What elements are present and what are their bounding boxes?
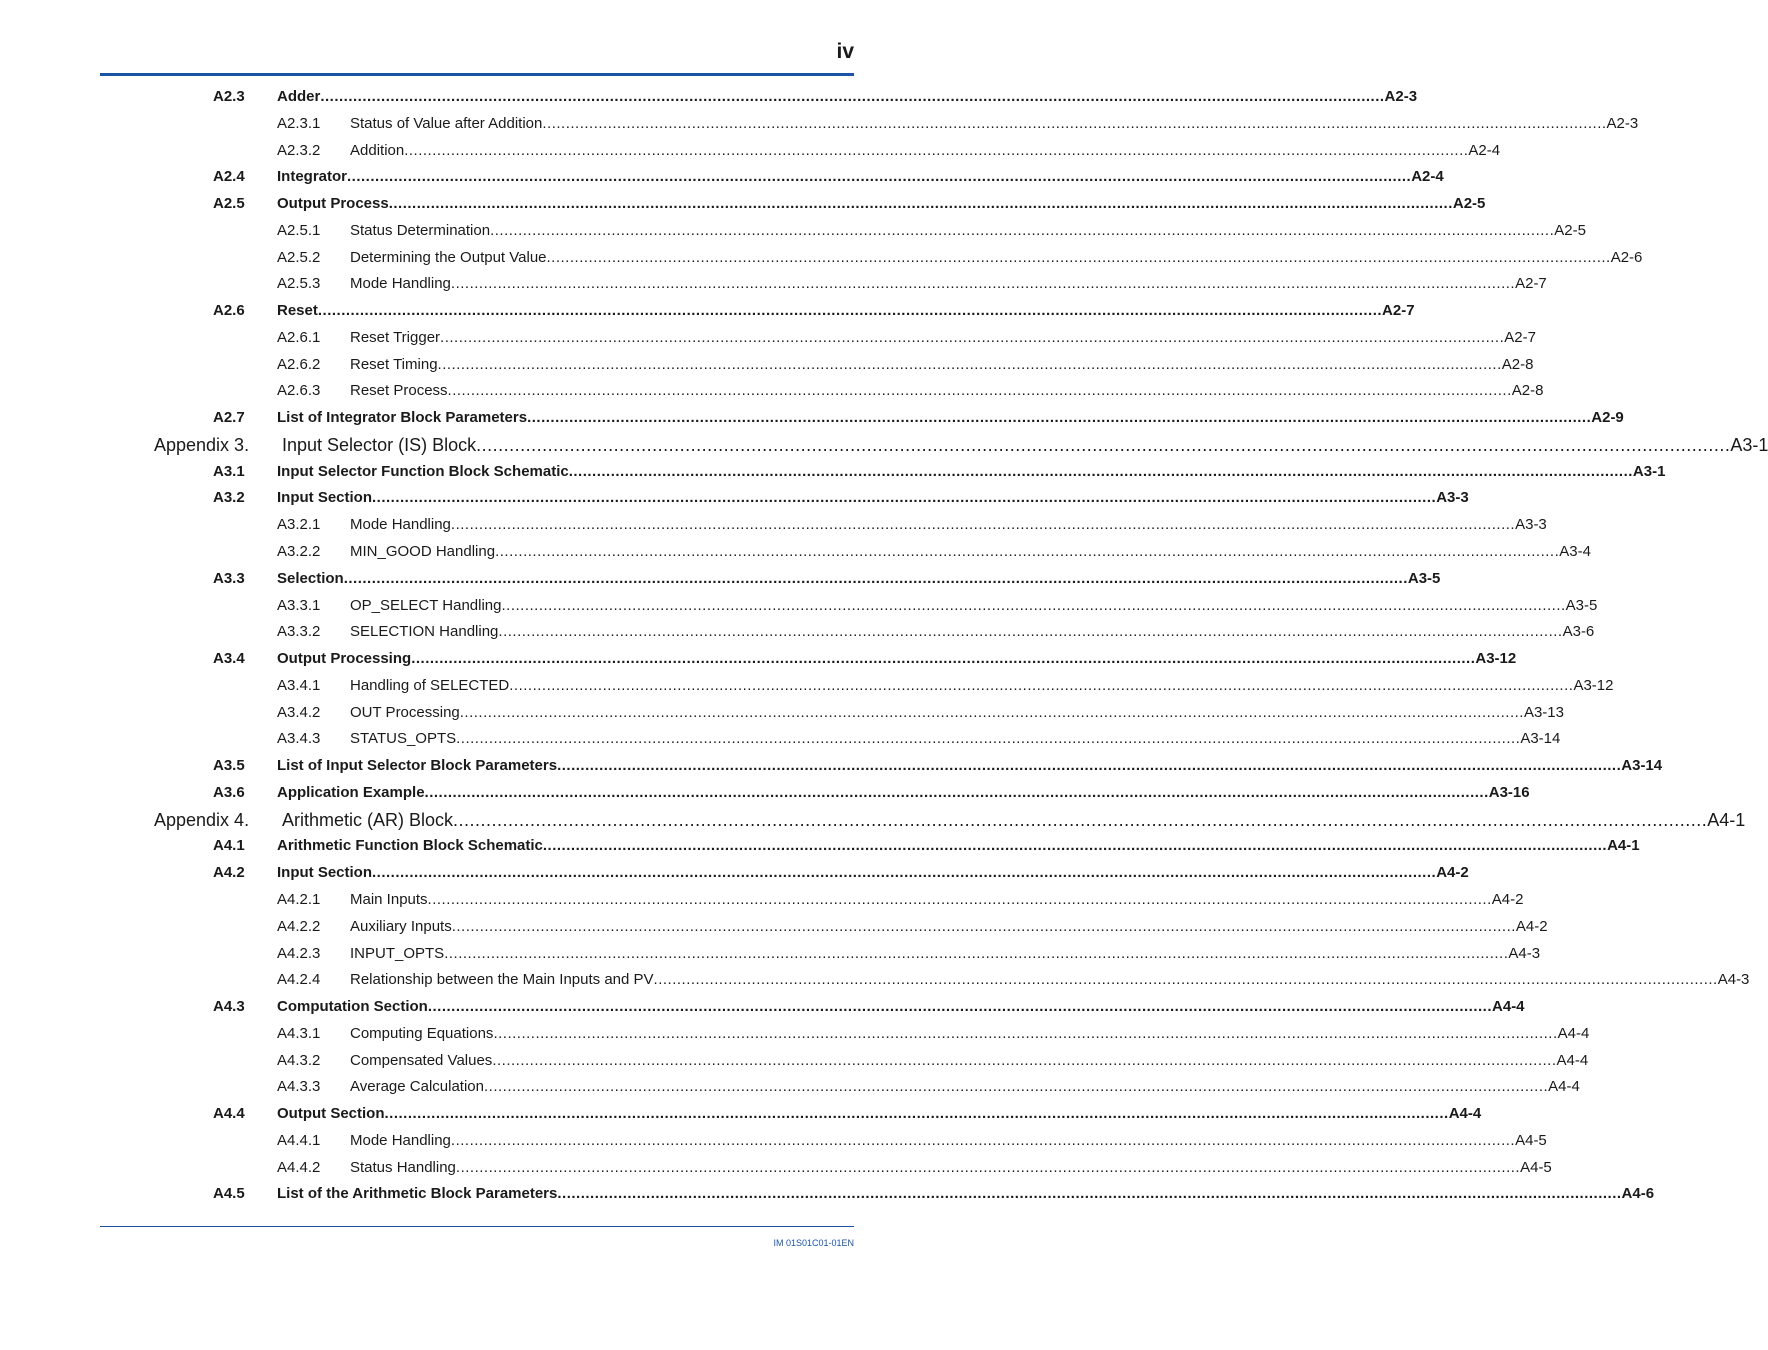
toc-entry-page: A3-5 [1565,596,1598,614]
toc-entry-title-line [350,248,1643,266]
toc-entry-number: A4.1 [213,837,245,855]
toc-leader-dots: .................................................................................................................................................................................................................................... [546,248,1611,266]
toc-entry-title-line [277,783,1530,801]
toc-entry-number: A3.3.2 [277,623,321,641]
toc-leader-dots: .................................................................................................................................................................................................................................... [450,1131,1516,1149]
toc-leader-dots: .................................................................................................................................................................................................................................... [490,221,1555,239]
toc-entry-page: A2-7 [1504,328,1536,346]
toc-entry-title-line [350,382,1544,400]
toc-entry-page: A2-8 [1511,382,1544,400]
toc-leader-dots: .................................................................................................................................................................................................................................... [317,302,1383,320]
toc-entry-page: A2-7 [1515,275,1547,293]
toc-leader-dots: .................................................................................................................................................................................................................................... [437,355,1502,373]
toc-entry-title: Output Processing [277,650,412,668]
document-id: IM 01S01C01-01EN [773,1238,854,1248]
toc-entry-number: A2.5.1 [277,221,321,239]
toc-entry[interactable] [0,404,1624,431]
toc-entry-title-line [350,596,1598,614]
toc-entry[interactable] [0,752,1663,779]
toc-entry-page: A4-4 [1448,1105,1482,1123]
toc-entry[interactable] [0,565,1441,592]
toc-entry-title-line [350,971,1750,989]
toc-leader-dots: .................................................................................................................................................................................................................................... [388,195,1453,213]
toc-entry[interactable] [0,1127,1547,1154]
toc-entry[interactable] [0,1020,1590,1047]
toc-leader-dots: .................................................................................................................................................................................................................................... [495,543,1560,561]
toc-entry-page: A3-13 [1523,703,1564,721]
toc-entry-title: Input Selector (IS) Block [282,434,477,455]
toc-entry-title-line [350,141,1501,159]
toc-entry-title: Mode Handling [350,275,451,293]
toc-entry[interactable] [0,244,1643,271]
toc-entry[interactable] [0,270,1547,297]
toc-leader-dots: .................................................................................................................................................................................................................................... [372,489,1437,507]
toc-entry[interactable] [0,1047,1589,1074]
toc-entry-title-line [277,302,1415,320]
toc-entry-title: Selection [277,569,344,587]
toc-entry-title: Average Calculation [350,1078,484,1096]
toc-entry-number: A2.7 [213,409,245,427]
toc-leader-dots: .................................................................................................................................................................................................................................... [568,462,1633,480]
toc-entry-page: A3-4 [1559,543,1591,561]
toc-entry-title-line [277,168,1444,186]
toc-entry-page: A2-9 [1591,409,1624,427]
toc-entry-number: A3.2.1 [277,516,321,534]
toc-entry-number: A4.3.2 [277,1051,321,1069]
toc-entry[interactable] [0,217,1586,244]
toc-entry-number: A4.2.2 [277,917,321,935]
toc-entry-title-line [277,1185,1655,1203]
table-of-contents [0,83,1768,1207]
toc-entry-title: Computing Equations [350,1024,494,1042]
toc-leader-dots: .................................................................................................................................................................................................................................... [427,998,1493,1016]
toc-entry-number: A4.2.3 [277,944,321,962]
toc-entry-title: Reset Process [350,382,448,400]
toc-leader-dots: .................................................................................................................................................................................................................................... [372,864,1437,882]
toc-leader-dots: .................................................................................................................................................................................................................................... [444,944,1509,962]
toc-entry-title-line [277,864,1469,882]
toc-entry-title-line [277,88,1418,105]
toc-entry-title: Computation Section [277,998,428,1016]
toc-entry-number: A2.6.3 [277,382,321,400]
toc-leader-dots: .................................................................................................................................................................................................................................... [492,1051,1557,1069]
toc-entry[interactable] [0,377,1544,404]
toc-entry-page: A4-3 [1508,944,1541,962]
toc-entry[interactable] [0,1100,1482,1127]
toc-leader-dots: .................................................................................................................................................................................................................................... [493,1024,1558,1042]
toc-entry[interactable] [0,779,1530,806]
toc-entry-title-line [350,1131,1547,1149]
toc-entry-page: A4-6 [1621,1185,1655,1203]
toc-entry-title: INPUT_OPTS [350,944,445,962]
toc-entry-title: Arithmetic (AR) Block [282,809,454,830]
toc-entry-title: Input Section [277,864,372,882]
toc-entry[interactable] [0,966,1750,993]
toc-entry-title-line [350,623,1595,641]
toc-entry-title-line [350,1078,1580,1096]
toc-entry-page: A3-16 [1488,783,1530,801]
toc-entry-title: Input Selector Function Block Schematic [277,462,569,480]
toc-entry-title-line [350,516,1547,534]
toc-entry-number: A3.4.2 [277,703,321,721]
toc-entry-page: A3-14 [1520,730,1561,748]
toc-entry-number: A3.5 [213,757,245,775]
toc-entry-title-line [350,275,1547,293]
toc-entry-title-line [350,1158,1552,1176]
toc-entry-page: A4-1 [1607,837,1640,855]
toc-entry-number: A2.5.2 [277,248,321,266]
toc-leader-dots: .................................................................................................................................................................................................................................... [653,971,1718,989]
toc-entry-number: A3.3.1 [277,596,321,614]
toc-leader-dots: .................................................................................................................................................................................................................................... [501,596,1566,614]
toc-entry-number: A2.4 [213,168,245,186]
toc-entry-number: A4.2.1 [277,890,321,908]
toc-entry-page: A3-3 [1436,489,1469,507]
toc-leader-dots: .................................................................................................................................................................................................................................... [424,783,1489,801]
toc-entry-page: A3-6 [1562,623,1595,641]
toc-entry-title-line [350,890,1524,908]
toc-entry-number: A3.6 [213,783,245,801]
toc-entry[interactable] [0,645,1517,672]
toc-leader-dots: .................................................................................................................................................................................................................................... [450,516,1516,534]
toc-entry-title: Main Inputs [350,890,428,908]
toc-entry[interactable] [0,511,1547,538]
toc-entry-title-line [350,730,1561,748]
toc-entry[interactable] [0,110,1639,137]
toc-entry[interactable] [0,297,1415,324]
toc-entry-number: Appendix 4. [154,809,250,830]
toc-entry-page: A4-4 [1556,1051,1589,1069]
toc-entry-title: Status of Value after Addition [350,114,543,132]
toc-entry-page: A4-5 [1515,1131,1547,1149]
toc-entry-page: A3-3 [1515,516,1547,534]
toc-entry-title: Arithmetic Function Block Schematic [277,837,543,855]
toc-entry-title-line [277,409,1624,427]
toc-entry-title-line [350,917,1548,935]
toc-leader-dots: .................................................................................................................................................................................................................................... [343,569,1408,587]
toc-entry-number: Appendix 3. [154,434,250,455]
toc-entry-title: List of the Arithmetic Block Parameters [277,1185,558,1203]
toc-entry-page: A4-2 [1491,890,1524,908]
toc-entry-title-line [277,650,1517,668]
toc-entry-page: A2-4 [1411,168,1444,186]
toc-entry-number: A2.3 [213,88,245,105]
toc-entry-number: A4.3.3 [277,1078,321,1096]
toc-entry-page: A3-14 [1621,757,1663,775]
toc-leader-dots: .................................................................................................................................................................................................................................... [453,809,1708,830]
toc-entry-page: A2-5 [1554,221,1586,239]
toc-leader-dots: .................................................................................................................................................................................................................................... [427,890,1492,908]
toc-entry-title: List of Input Selector Block Parameters [277,757,558,775]
toc-entry-page: A4-4 [1492,998,1525,1016]
toc-entry-title-line [277,462,1666,480]
toc-entry[interactable] [0,484,1469,511]
toc-entry-number: A4.5 [213,1185,245,1203]
toc-leader-dots: .................................................................................................................................................................................................................................... [456,730,1521,748]
toc-entry-title: Application Example [277,783,425,801]
toc-entry-page: A2-6 [1610,248,1643,266]
toc-entry-number: A2.5.3 [277,275,321,293]
toc-entry[interactable] [0,190,1486,217]
toc-entry-number: A4.4 [213,1105,245,1123]
toc-entry[interactable] [0,431,1768,458]
toc-entry[interactable] [0,351,1534,378]
toc-entry[interactable] [0,940,1541,967]
toc-leader-dots: .................................................................................................................................................................................................................................... [440,328,1505,346]
toc-entry-number: A4.2.4 [277,971,321,989]
toc-entry-page: A2-5 [1452,195,1486,213]
toc-entry-number: A3.4.1 [277,676,321,694]
toc-entry-number: A4.2 [213,864,245,882]
toc-entry[interactable] [0,913,1548,940]
toc-entry-title: MIN_GOOD Handling [350,543,496,561]
toc-entry-number: A2.5 [213,195,245,213]
toc-entry-title-line [350,328,1536,346]
toc-leader-dots: .................................................................................................................................................................................................................................... [509,676,1574,694]
toc-entry[interactable] [0,538,1591,565]
toc-entry-title: Determining the Output Value [350,248,547,266]
toc-entry-title: Status Handling [350,1158,456,1176]
toc-entry-page: A3-1 [1730,434,1768,455]
footer-rule [100,1226,854,1227]
toc-entry-page: A4-5 [1520,1158,1552,1176]
toc-entry-title-line [350,1051,1589,1069]
toc-entry-page: A2-4 [1468,141,1501,159]
toc-entry-title-line [282,809,1746,831]
toc-entry-title-line [350,676,1614,694]
toc-leader-dots: .................................................................................................................................................................................................................................... [459,703,1524,721]
toc-entry-title-line [277,757,1663,775]
toc-entry-number: A2.6.1 [277,328,321,346]
toc-entry-page: A4-3 [1717,971,1750,989]
toc-leader-dots: .................................................................................................................................................................................................................................... [384,1105,1449,1123]
toc-entry[interactable] [0,886,1524,913]
toc-entry-page: A3-12 [1475,650,1517,668]
toc-entry-page: A2-3 [1606,114,1639,132]
toc-entry[interactable] [0,458,1666,485]
toc-entry-title-line [277,1105,1482,1123]
toc-entry-title: List of Integrator Block Parameters [277,409,528,427]
toc-entry-title-line [277,998,1525,1016]
toc-leader-dots: .................................................................................................................................................................................................................................... [347,168,1412,186]
toc-entry-title-line [350,355,1534,373]
toc-entry[interactable] [0,672,1614,699]
toc-entry-number: A2.3.2 [277,141,321,159]
toc-leader-dots: .................................................................................................................................................................................................................................... [557,757,1622,775]
toc-entry[interactable] [0,1154,1552,1181]
toc-entry-title: Reset Trigger [350,328,441,346]
toc-entry-title-line [350,543,1591,561]
toc-leader-dots: .................................................................................................................................................................................................................................... [404,141,1469,159]
toc-entry-title: Mode Handling [350,1131,451,1149]
toc-leader-dots: .................................................................................................................................................................................................................................... [320,88,1385,105]
toc-entry[interactable] [0,83,1418,110]
toc-entry-page: A3-5 [1407,569,1441,587]
toc-entry-number: A2.6.2 [277,355,321,373]
toc-entry-title-line [277,569,1441,587]
toc-leader-dots: .................................................................................................................................................................................................................................... [557,1185,1622,1203]
toc-entry[interactable] [0,725,1561,752]
toc-entry-title: STATUS_OPTS [350,730,457,748]
toc-entry-number: A2.3.1 [277,114,321,132]
toc-entry-title: Reset Timing [350,355,438,373]
toc-entry-title: Adder [277,88,321,105]
toc-entry[interactable] [0,1180,1655,1207]
toc-entry[interactable] [0,832,1640,859]
toc-leader-dots: .................................................................................................................................................................................................................................... [483,1078,1549,1096]
toc-entry[interactable] [0,806,1746,833]
toc-entry-title-line [350,1024,1590,1042]
toc-entry-page: A3-1 [1632,462,1666,480]
toc-leader-dots: .................................................................................................................................................................................................................................... [542,837,1608,855]
toc-entry-number: A3.4 [213,650,245,668]
toc-leader-dots: .................................................................................................................................................................................................................................... [450,275,1516,293]
toc-entry-title: Reset [277,302,318,320]
toc-entry-title-line [350,114,1639,132]
page-number: iv [836,40,854,63]
toc-entry-title: Compensated Values [350,1051,493,1069]
toc-entry-number: A3.2 [213,489,245,507]
toc-entry-number: A4.3.1 [277,1024,321,1042]
toc-leader-dots: .................................................................................................................................................................................................................................... [498,623,1563,641]
toc-entry[interactable] [0,592,1598,619]
toc-leader-dots: .................................................................................................................................................................................................................................... [447,382,1512,400]
toc-entry-title: Handling of SELECTED [350,676,510,694]
toc-entry-title-line [277,195,1486,213]
toc-entry-title-line [277,489,1469,507]
toc-entry-title: Relationship between the Main Inputs and PV [350,971,654,989]
toc-entry-page: A4-2 [1436,864,1469,882]
toc-entry-page: A4-2 [1515,917,1548,935]
toc-entry-page: A4-1 [1707,809,1746,830]
toc-entry-title: Mode Handling [350,516,451,534]
toc-entry[interactable] [0,324,1536,351]
toc-entry-title: Integrator [277,168,348,186]
toc-leader-dots: .................................................................................................................................................................................................................................... [527,409,1592,427]
toc-entry-title-line [350,221,1586,239]
toc-entry-number: A4.4.2 [277,1158,321,1176]
toc-entry[interactable] [0,1073,1580,1100]
toc-entry-page: A2-3 [1384,88,1418,105]
toc-leader-dots: .................................................................................................................................................................................................................................... [451,917,1516,935]
header-rule [100,73,854,76]
toc-entry-number: A3.2.2 [277,543,321,561]
toc-entry-page: A3-12 [1573,676,1614,694]
toc-entry-title-line [350,944,1541,962]
toc-entry-title: Output Process [277,195,389,213]
toc-entry-number: A3.3 [213,569,245,587]
toc-entry-title: SELECTION Handling [350,623,499,641]
toc-entry[interactable] [0,699,1564,726]
toc-entry-page: A4-4 [1557,1024,1590,1042]
toc-entry-title: OUT Processing [350,703,460,721]
toc-entry-number: A4.3 [213,998,245,1016]
toc-entry[interactable] [0,859,1469,886]
toc-entry-number: A3.1 [213,462,245,480]
toc-entry-number: A4.4.1 [277,1131,321,1149]
toc-entry-title-line [282,434,1768,456]
toc-entry-title: Output Section [277,1105,385,1123]
toc-entry-title: Input Section [277,489,372,507]
toc-entry-title: Addition [350,141,405,159]
toc-entry-title-line [277,837,1640,855]
toc-entry-title: OP_SELECT Handling [350,596,502,614]
toc-leader-dots: .................................................................................................................................................................................................................................... [542,114,1607,132]
toc-entry[interactable] [0,993,1525,1020]
toc-entry-page: A2-8 [1501,355,1534,373]
toc-entry-number: A3.4.3 [277,730,321,748]
toc-entry-page: A4-4 [1548,1078,1580,1096]
toc-leader-dots: .................................................................................................................................................................................................................................... [476,434,1731,455]
toc-entry-number: A2.6 [213,302,245,320]
toc-entry-title: Auxiliary Inputs [350,917,452,935]
toc-entry[interactable] [0,163,1444,190]
toc-entry-title: Status Determination [350,221,491,239]
toc-entry[interactable] [0,618,1595,645]
toc-leader-dots: .................................................................................................................................................................................................................................... [455,1158,1521,1176]
toc-leader-dots: .................................................................................................................................................................................................................................... [411,650,1476,668]
toc-entry-title-line [350,703,1564,721]
toc-entry[interactable] [0,137,1501,164]
toc-entry-page: A2-7 [1382,302,1415,320]
